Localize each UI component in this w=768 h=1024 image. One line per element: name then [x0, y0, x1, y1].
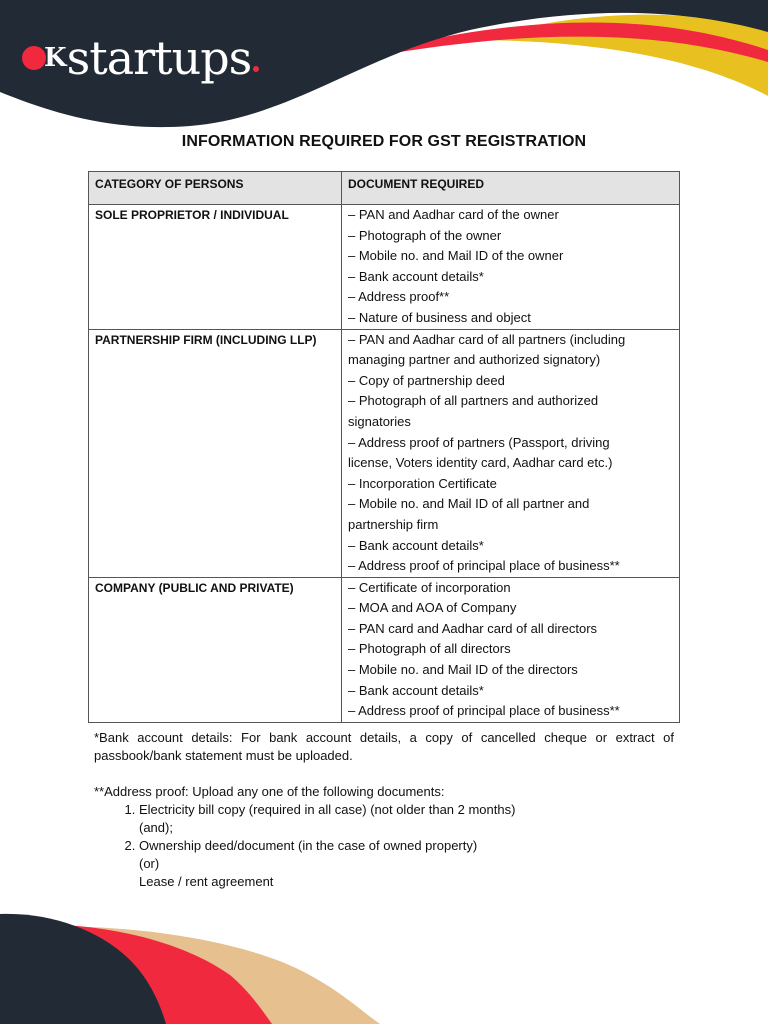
address-proof-subline: (or) [139, 856, 160, 871]
table-row [89, 205, 680, 330]
requirements-table [88, 171, 680, 723]
address-proof-list [94, 801, 674, 891]
document-line: – PAN card and Aadhar card of all directors [348, 620, 598, 636]
column-header-category: CATEGORY OF PERSONS [89, 172, 342, 205]
document-line: – Photograph of all partners and authorized [348, 393, 599, 409]
document-line: – Address proof of principal place of business** [348, 703, 620, 719]
address-proof-item-text: Ownership deed/document (in the case of owned property) [139, 838, 478, 853]
document-line: – Photograph of all directors [348, 641, 511, 657]
address-proof-item-text: Electricity bill copy (required in all case) (not older than 2 months) [139, 802, 516, 817]
document-line: – Bank account details* [348, 537, 484, 553]
documents-cell [342, 577, 680, 722]
document-line: – Address proof** [348, 289, 450, 305]
document-line: – Mobile no. and Mail ID of the directors [348, 662, 578, 678]
logo-k: K [44, 43, 67, 73]
document-line: – PAN and Aadhar card of the owner [348, 207, 559, 222]
document-line: – Bank account details* [348, 682, 484, 698]
document-line: – MOA and AOA of Company [348, 600, 517, 616]
document-line: managing partner and authorized signatory) [348, 352, 601, 368]
document-line: – Photograph of the owner [348, 227, 502, 243]
address-proof-subline: (and); [139, 820, 173, 835]
page-title: INFORMATION REQUIRED FOR GST REGISTRATION [181, 133, 587, 150]
document-line: – Address proof of principal place of business** [348, 558, 620, 574]
document-line: – Copy of partnership deed [348, 372, 505, 388]
document-line: partnership firm [348, 516, 439, 532]
category-cell: SOLE PROPRIETOR / INDIVIDUAL [89, 205, 342, 330]
document-line: – Mobile no. and Mail ID of all partner and [348, 496, 590, 512]
category-cell: PARTNERSHIP FIRM (INCLUDING LLP) [89, 329, 342, 577]
address-proof-subline: Lease / rent agreement [139, 874, 274, 889]
column-header-documents: DOCUMENT REQUIRED [342, 172, 680, 205]
document-line: license, Voters identity card, Aadhar card etc.) [348, 455, 613, 471]
document-line: – Nature of business and object [348, 309, 531, 325]
document-line: – Mobile no. and Mail ID of the owner [348, 248, 564, 264]
brand-logo [22, 28, 259, 88]
document-line: – PAN and Aadhar card of all partners (including [348, 331, 626, 347]
table-header-row [89, 172, 680, 205]
address-proof-item [139, 801, 674, 837]
table-row [89, 577, 680, 722]
category-cell: COMPANY (PUBLIC AND PRIVATE) [89, 577, 342, 722]
document-line: – Address proof of partners (Passport, driving [348, 434, 610, 450]
documents-cell [342, 329, 680, 577]
documents-cell [342, 205, 680, 330]
document-line: – Certificate of incorporation [348, 579, 511, 595]
address-proof-item [139, 837, 674, 891]
document-line: – Bank account details* [348, 268, 484, 284]
document-line: – Incorporation Certificate [348, 475, 497, 491]
address-proof-intro: **Address proof: Upload any one of the following documents: [94, 784, 445, 799]
logo-dot-icon [22, 46, 46, 70]
footnotes [94, 729, 674, 891]
logo-period-icon [253, 66, 259, 72]
bank-account-note: *Bank account details: For bank account details, a copy of cancelled cheque or extract of passbook/bank statement must be uploaded. [94, 730, 674, 763]
table-row [89, 329, 680, 577]
document-line: signatories [348, 413, 411, 429]
logo-wordmark: startups [66, 31, 252, 85]
